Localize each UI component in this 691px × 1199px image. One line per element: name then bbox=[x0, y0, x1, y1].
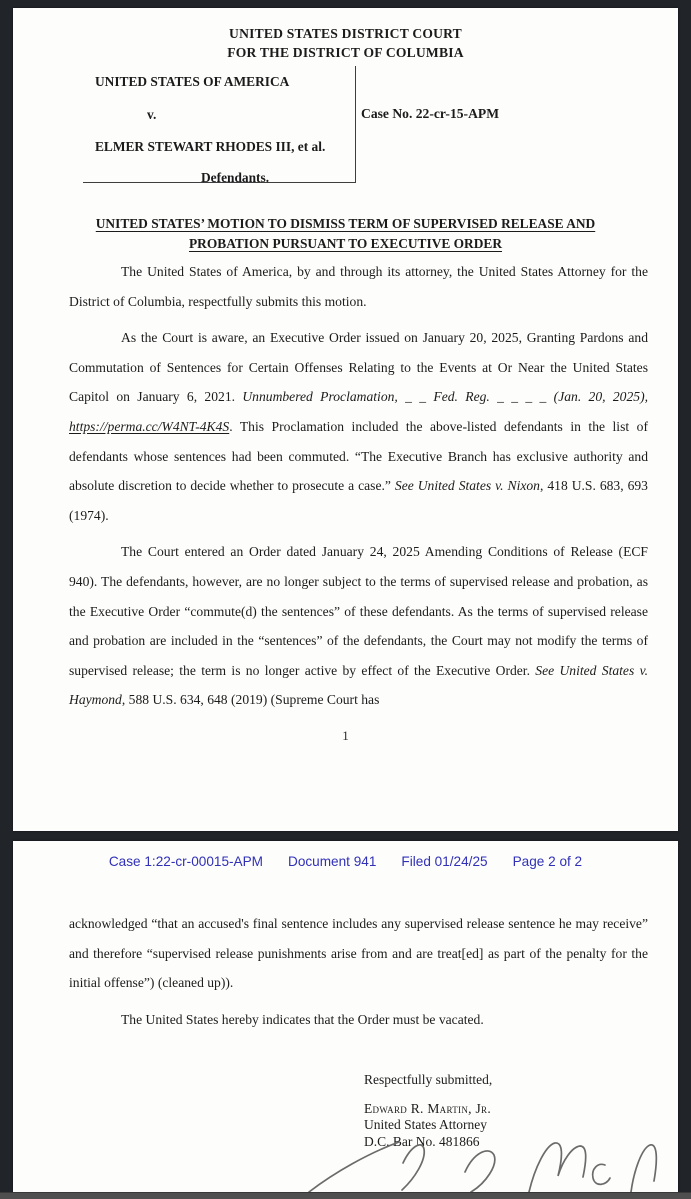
page1-body bbox=[69, 257, 648, 722]
defendant-name: ELMER STEWART RHODES III, et al. bbox=[95, 139, 326, 154]
bottom-edge-bar bbox=[0, 1192, 691, 1199]
body-paragraph: The United States of America, by and through its attorney, the United States Attorney for the District of Columbia, respectfully submits this motion. bbox=[69, 264, 648, 309]
versus-label: v. bbox=[147, 107, 157, 122]
motion-title bbox=[13, 214, 678, 253]
court-header bbox=[13, 24, 678, 62]
case-caption-box bbox=[83, 66, 356, 183]
case-number: Case No. 22-cr-15-APM bbox=[361, 106, 500, 121]
body-paragraph: The Court entered an Order dated January 24, 2025 Amending Conditions of Release (ECF 940). The defendants, however, are no longer subject to the terms of supervised release and probation, as the Executive Order “commute(d) the sentences” of these defendants. As the terms of supervised release and probation are included in the “sentences” of the defendants, the Court may not modify the terms of supervised release; the term is no longer active by effect of the Executive Order. See United States v. Haymond, 588 U.S. 634, 648 (2019) (Supreme Court has bbox=[69, 544, 648, 708]
court-name-line2: FOR THE DISTRICT OF COLUMBIA bbox=[227, 45, 464, 60]
respectfully-submitted: Respectfully submitted, bbox=[364, 1072, 493, 1087]
plaintiff-name: UNITED STATES OF AMERICA bbox=[95, 74, 290, 89]
page-number: 1 bbox=[342, 728, 349, 743]
defendants-label: Defendants. bbox=[201, 170, 270, 185]
ecf-stamp-case: Case 1:22-cr-00015-APM bbox=[108, 854, 263, 869]
ecf-stamp-document: Document 941 bbox=[288, 854, 377, 869]
document-page-1 bbox=[13, 8, 678, 831]
ecf-stamp-filed: Filed 01/24/25 bbox=[401, 854, 488, 869]
signature-block bbox=[364, 1072, 492, 1150]
attorney-bar-number: D.C. Bar No. 481866 bbox=[364, 1133, 480, 1149]
body-paragraph: acknowledged “that an accused's final sentence includes any supervised release sentence he may receive” and therefore “supervised release punishments arise from and are treat[ed] as part of the penalty for the initial offense”) (cleaned up)). bbox=[69, 916, 648, 991]
body-paragraph: The United States hereby indicates that the Order must be vacated. bbox=[121, 1011, 484, 1027]
document-page-2 bbox=[13, 841, 678, 1192]
attorney-name: Edward R. Martin, Jr. bbox=[364, 1101, 492, 1116]
motion-title-line2: PROBATION PURSUANT TO EXECUTIVE ORDER bbox=[189, 235, 502, 251]
page2-body bbox=[69, 909, 648, 1041]
attorney-title: United States Attorney bbox=[364, 1117, 487, 1133]
ecf-header-stamp bbox=[13, 854, 678, 869]
motion-title-line1: UNITED STATES’ MOTION TO DISMISS TERM OF SUPERVISED RELEASE AND bbox=[95, 216, 596, 231]
court-name-line1: UNITED STATES DISTRICT COURT bbox=[229, 26, 462, 41]
body-paragraph: As the Court is aware, an Executive Order issued on January 20, 2025, Granting Pardons and Commutation of Sentences for Certain Offenses Relating to the Events at Or Near the United States Capitol on January 6, 2021. Unnumbered Proclamation, _ _ Fed. Reg. _ _ _ _ (Jan. 20, 2025), https://perma.cc/W4NT-4K4S. This Proclamation included the above-listed defendants in the list of defendants whose sentences had been commuted. “The Executive Branch has exclusive authority and absolute discretion to decide whether to prosecute a case.” See United States v. Nixon, 418 U.S. 683, 693 (1974). bbox=[69, 330, 648, 523]
ecf-stamp-page: Page 2 of 2 bbox=[512, 854, 583, 869]
